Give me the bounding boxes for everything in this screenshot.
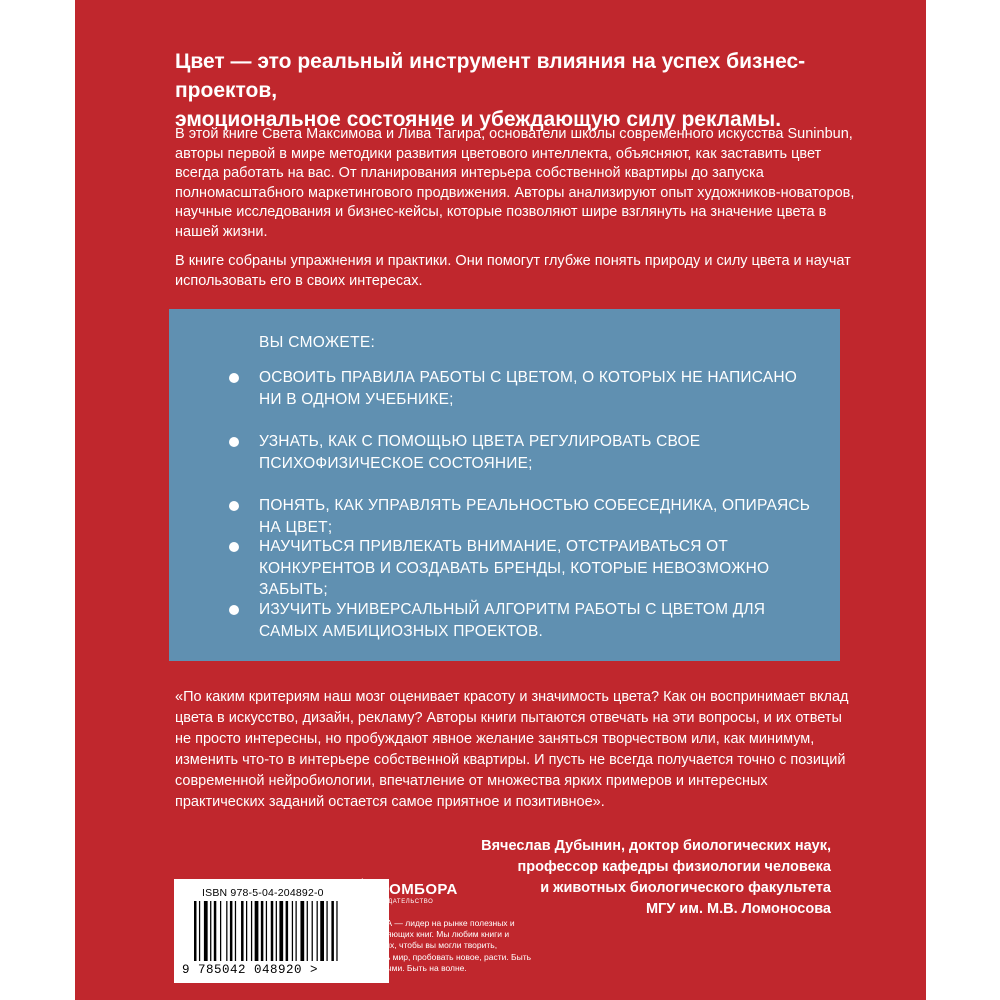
barcode-digits: 9 785042 048920 > [182,963,319,977]
headline [175,47,875,134]
attribution-line: МГУ им. М.В. Ломоносова [645,901,831,917]
publisher-name: БОМБОРА [378,881,458,898]
attribution-line: Вячеслав Дубынин, доктор биологических наук, [481,838,831,854]
book-back-cover [75,0,926,1000]
isbn-number: ISBN 978-5-04-204892-0 [202,887,324,899]
intro-paragraph-2: В книге собраны упражнения и практики. Они помогут глубже понять природу и силу цвета и научат использовать его в своих интересах. [175,253,851,289]
benefit-item [259,431,819,474]
review-quote: «По каким критериям наш мозг оценивает красоту и значимость цвета? Как он воспринимает вклад цвета в искусство, дизайн, рекламу? Авторы книги пытаются отвечать на эти вопросы, и их ответы не просто интересны, но пробуждают явное желание заняться творчеством или, как минимум, изменить что-то в интерьере собственной квартиры. И пусть не всегда получается точно с позиций современной нейробиологии, впечатление от множества ярких примеров и интересных практических заданий остается самое приятное и позитивное». [175,689,849,810]
quote-attribution [481,836,831,920]
publisher-description: БОМБОРА — лидер на рынке полезных и вдохновляющих книг. Мы любим книги и создаем их, чтобы вы могли творить, открывать мир, пробовать новое, расти. Быть счастливыми. Быть на волне. [350,918,532,973]
publisher-subtitle: ИЗДАТЕЛЬСТВО [379,899,434,905]
bombora-logo-icon [350,877,376,913]
bullet-dot-icon [229,437,239,447]
benefit-text: ПОНЯТЬ, КАК УПРАВЛЯТЬ РЕАЛЬНОСТЬЮ СОБЕСЕДНИКА, ОПИРАЯСЬ НА ЦВЕТ; [259,497,811,536]
benefit-text: ОСВОИТЬ ПРАВИЛА РАБОТЫ С ЦВЕТОМ, О КОТОРЫХ НЕ НАПИСАНО НИ В ОДНОМ УЧЕБНИКЕ; [259,369,798,408]
bullet-dot-icon [229,501,239,511]
bullet-dot-icon [229,373,239,383]
benefit-item [259,495,819,538]
benefit-text: УЗНАТЬ, КАК С ПОМОЩЬЮ ЦВЕТА РЕГУЛИРОВАТЬ СВОЕ ПСИХОФИЗИЧЕСКОЕ СОСТОЯНИЕ; [259,433,701,472]
intro-paragraph-1: В этой книге Света Максимова и Лива Тагира, основатели школы современного искусства Suninbun, авторы первой в мире методики развития цветового интеллекта, объясняют, как заставить цвет всегда работать на вас. От планирования интерьера собственной квартиры до запуска полномасштабного маркетингового продвижения. Авторы анализируют опыт художников-новаторов, научные исследования и бизнес-кейсы, которые позволяют шире взглянуть на значение цвета в нашей жизни. [175,126,855,240]
publisher-logo [350,875,470,915]
headline-line-2: эмоциональное состояние и убеждающую силу рекламы. [175,108,782,131]
bullet-dot-icon [229,605,239,615]
benefits-title: ВЫ СМОЖЕТЕ: [259,334,376,351]
benefit-item [259,367,819,410]
attribution-line: и животных биологического факультета [540,880,831,896]
benefit-item [259,599,819,642]
headline-line-1: Цвет — это реальный инструмент влияния на успех бизнес-проектов, [175,50,806,102]
benefits-panel [169,309,840,661]
benefit-text: ИЗУЧИТЬ УНИВЕРСАЛЬНЫЙ АЛГОРИТМ РАБОТЫ С ЦВЕТОМ ДЛЯ САМЫХ АМБИЦИОЗНЫХ ПРОЕКТОВ. [259,601,766,640]
benefit-text: НАУЧИТЬСЯ ПРИВЛЕКАТЬ ВНИМАНИЕ, ОТСТРАИВАТЬСЯ ОТ КОНКУРЕНТОВ И СОЗДАВАТЬ БРЕНДЫ, КОТОРЫЕ НЕВОЗМОЖНО ЗАБЫТЬ; [259,538,770,598]
barcode-icon [194,901,372,963]
bullet-dot-icon [229,542,239,552]
attribution-line: профессор кафедры физиологии человека [517,859,831,875]
benefit-item [259,536,819,601]
